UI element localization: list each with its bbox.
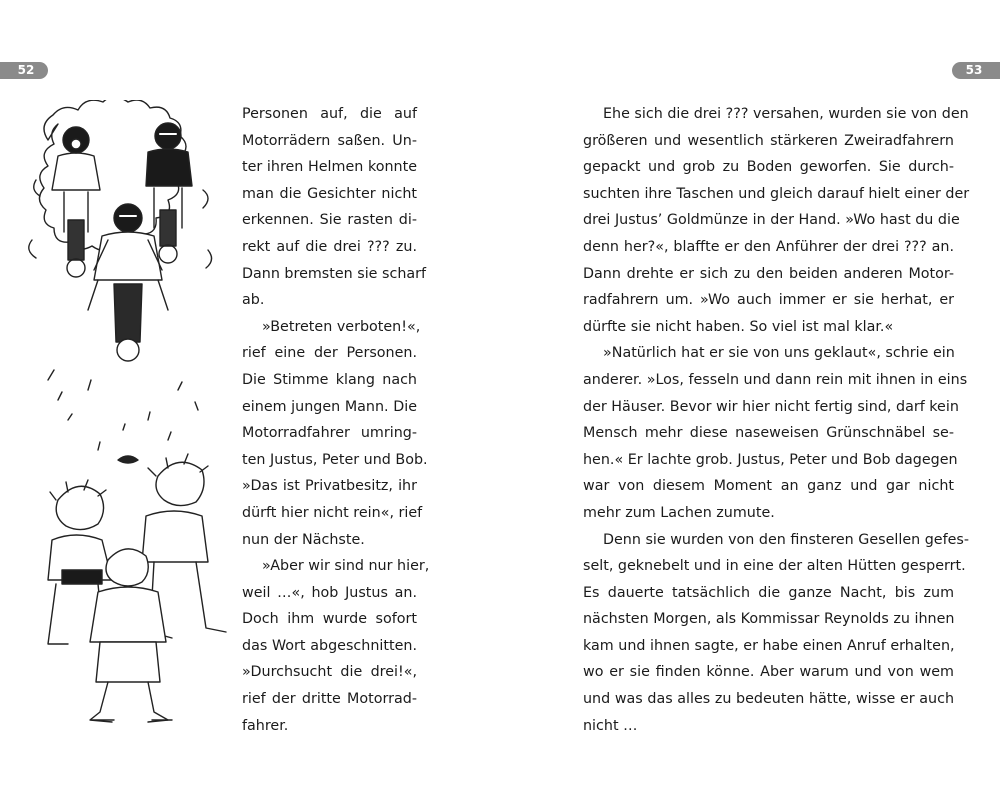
text-line: radfahrern um. »Wo auch immer er sie herhat, er	[583, 292, 954, 309]
text-line: das Wort abgeschnitten.	[242, 637, 417, 654]
text-line: ab.	[242, 292, 265, 309]
text-line: erkennen. Sie rasten di-	[242, 212, 417, 229]
right-page-text	[583, 101, 970, 739]
text-line: drei Justus’ Goldmünze in der Hand. »Wo hast du die	[583, 212, 960, 229]
text-line: rekt auf die drei ??? zu.	[242, 238, 417, 255]
text-line: Motorrädern saßen. Un-	[242, 132, 417, 149]
text-line: »Natürlich hat er sie von uns geklaut«, schrie ein	[603, 345, 955, 362]
text-line: Ehe sich die drei ??? versahen, wurden sie von den	[603, 106, 969, 122]
text-line: »Aber wir sind nur hier,	[262, 558, 430, 575]
page-number-left: 52	[0, 62, 48, 79]
text-line: Doch ihm wurde sofort	[242, 611, 417, 628]
text-line: der Häuser. Bevor wir hier nicht fertig sind, darf kein	[583, 398, 959, 415]
text-line: wo er sie finden könne. Aber warum und von wem	[583, 664, 954, 681]
text-line: denn her?«, blaffte er den Anführer der drei ??? an.	[583, 238, 954, 255]
left-page-text	[242, 101, 430, 739]
text-line: dürfte sie nicht haben. So viel ist mal klar.«	[583, 318, 894, 335]
text-line: suchten ihre Taschen und gleich darauf hielt einer der	[583, 185, 970, 202]
text-line: Personen auf, die auf	[242, 106, 417, 122]
text-line: und was das alles zu bedeuten hätte, wisse er auch	[583, 691, 954, 708]
text-line: ten Justus, Peter und Bob.	[242, 451, 428, 468]
text-line: gepackt und grob zu Boden geworfen. Sie durch-	[583, 159, 954, 176]
text-line: rief eine der Personen.	[242, 345, 417, 362]
text-line: »Betreten verboten!«,	[262, 318, 421, 335]
text-line: anderer. »Los, fesseln und dann rein mit ihnen in eins	[583, 371, 968, 388]
text-line: Mensch mehr diese naseweisen Grünschnäbel se-	[583, 425, 954, 442]
page-number-right: 53	[952, 62, 1000, 79]
text-line: Dann bremsten sie scharf	[242, 265, 427, 282]
text-line: Es dauerte tatsächlich die ganze Nacht, bis zum	[583, 584, 954, 601]
text-line: rief der dritte Motorrad-	[242, 691, 417, 708]
text-line: war von diesem Moment an ganz und gar nicht	[583, 478, 954, 495]
text-line: Motorradfahrer umring-	[242, 425, 417, 442]
text-line: Dann drehte er sich zu den beiden anderen Motor-	[583, 265, 954, 282]
text-line: Die Stimme klang nach	[242, 371, 417, 388]
text-line: man die Gesichter nicht	[242, 185, 417, 202]
text-line: kam und ihnen sagte, er habe einen Anruf erhalten,	[583, 637, 955, 654]
text-line: nun der Nächste.	[242, 531, 365, 548]
text-line: hen.« Er lachte grob. Justus, Peter und Bob dagegen	[583, 451, 958, 468]
text-line: »Durchsucht die drei!«,	[242, 664, 417, 681]
text-line: fahrer.	[242, 717, 289, 734]
text-line: nächsten Morgen, als Kommissar Reynolds zu ihnen	[583, 611, 955, 628]
text-line: »Das ist Privatbesitz, ihr	[242, 478, 417, 495]
motorcyclists-and-boys-illustration	[28, 100, 228, 740]
text-line: ter ihren Helmen konnte	[242, 159, 417, 176]
text-line: mehr zum Lachen zumute.	[583, 504, 775, 521]
text-line: Denn sie wurden von den finsteren Gesellen gefes-	[603, 531, 970, 548]
text-line: nicht …	[583, 717, 638, 734]
text-line: einem jungen Mann. Die	[242, 398, 417, 415]
text-line: dürft hier nicht rein«, rief	[242, 504, 423, 521]
text-line: größeren und wesentlich stärkeren Zweiradfahrern	[583, 132, 954, 149]
text-line: weil …«, hob Justus an.	[242, 584, 417, 601]
text-line: selt, geknebelt und in eine der alten Hütten gesperrt.	[583, 558, 966, 575]
